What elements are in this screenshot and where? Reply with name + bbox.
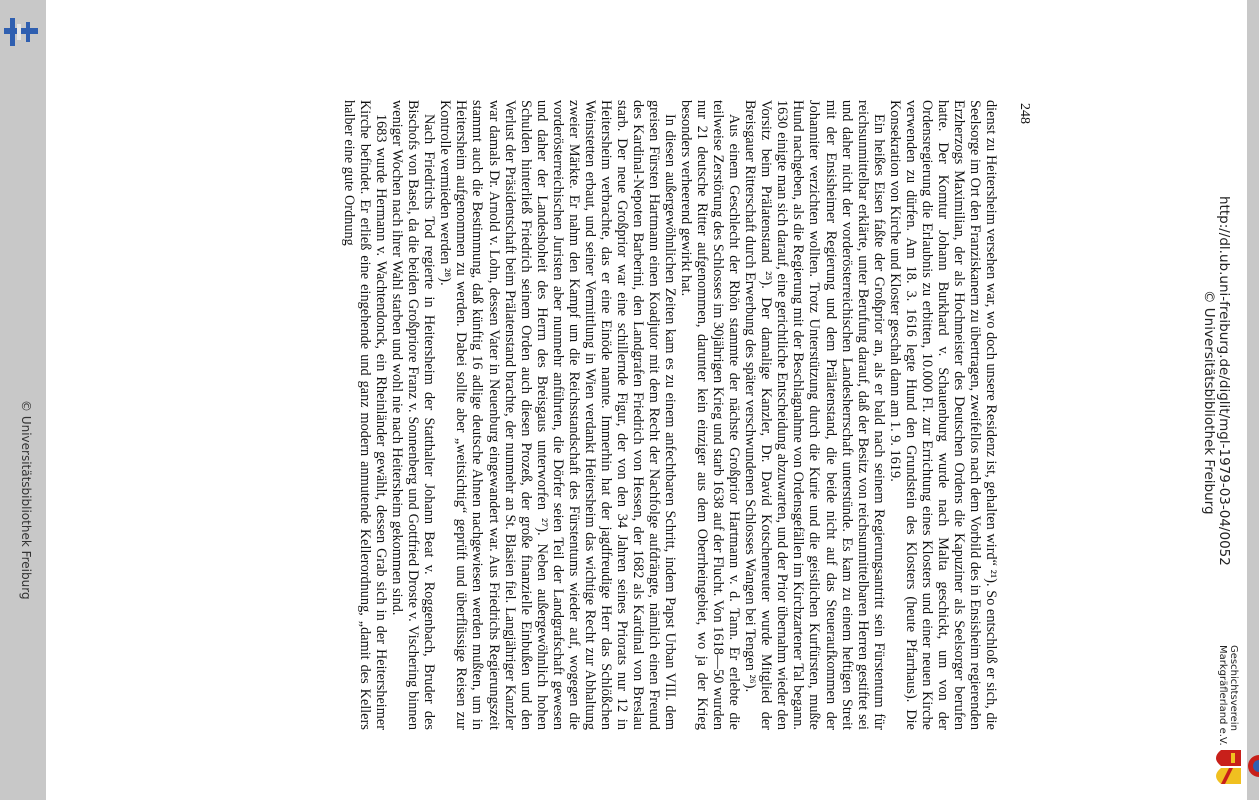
body-text [341,100,999,730]
header-cut-text: © Universitätsbibliothek Freiburg [19,400,33,600]
coat-of-arms-icon [1209,748,1243,786]
paragraph: In diesen außergewöhnlichen Zeiten kam es zu einem anfechtbaren Schritt, indem Papst Urban VIII. dem greisen Fürsten Hartmann einen Koadjutor mit dem Recht der Nachfolge aufdrängte, nämlich einen Freund des Kardinal-Nepoten Barberini, den Landgrafen Friedrich von Hessen, der 1682 als Kardinal von Breslau starb. Der neue Großprior war eine schillernde Figur, der von den 34 Jahren seines Priorats nur 12 in Heitersheim verbrachte, das er eine Einöde nannte. Immerhin hat der jagdfreudige Herr das Schlößchen Weinstetten erbaut, und seiner Vermittlung in Wien verdankt Heitersheim das wichtige Recht zur Abhaltung zweier Märkte. Er nahm den Kampf um die Reichsstandschaft des Fürstentums wieder auf, wogegen die vorderösterreichischen Juristen aber nunmehr anführten, die Dörfer seien Teil der Landgrafschaft gewesen und daher der Landeshoheit des Herrn des Breisgaus unterworfen ²⁷). Neben außergewöhnlich hohen Schulden hinterließ Friedrich seinem Orden auch diesen Prozeß, der große finanzielle Einbußen und den Verlust der Präsidentschaft beim Prälatenstand brachte, der nunmehr an St. Blasien fiel. Langjähriger Kanzler war damals Dr. Arnold v. Lohn, dessen Vater in Neuenburg eingewandert war. Aus Friedrichs Regierungszeit stammt auch die Bestimmung, daß künftig 16 adlige deutsche Ahnen nachgewiesen werden mußten, um in Heitersheim aufgenommen zu werden. Dabei sollte aber „weitsichtig“ geprüft und überflüssige Reisen zur Kontrolle vermieden werden ²⁸). [437,100,679,730]
viewer-nav-icon[interactable] [4,14,38,50]
paragraph: dienst zu Heitersheim versehen war, wo doch unsere Residenz ist, gehalten wird“ ²¹). So entschloß er sich, die Seelsorge im Ort den Franziskanern zu übertragen, zweifellos nach dem Vorbild des in Ensisheim regierenden Erzherzogs Maximilian, der als Hochmeister des Deutschen Ordens die Kapuziner als Seelsorger berufen hatte. Der Komtur Johann Burkhard v. Schauenburg wurde nach Malta geschickt, um von der Ordensregierung die Erlaubnis zu erbitten, 10.000 Fl. zur Errichtung eines Klosters und einer neuen Kirche verwenden zu dürfen. Am 18. 3. 1616 legte Hund den Grundstein des Klosters (heute Pfarrhaus). Die Konsekration von Kirche und Kloster geschah dann am 1. 9. 1619. [886,100,999,730]
right-gutter [1247,0,1259,800]
source-url[interactable]: http://dl.ub.uni-freiburg.de/diglit/mgl-1979-03-04/0052 [1216,196,1232,566]
rotated-page-content [19,0,1247,800]
paragraph: Ein heißes Eisen faßte der Großprior an, als er bald nach seinem Regierungsantritt sein Fürstentum für reichsunmittelbar erklärte, unter Berufung darauf, daß der Besitz von reichsunmittelbaren Herren gestiftet sei und daher nicht der vorderösterreichischen Landesherrschaft unterstünde. Es kam zu einem heftigen Streit mit der Ensisheimer Regierung und dem Prälatenstand, die beide nicht auf das Steueraufkommen der Johanniter verzichten wollten. Trotz Unterstützung durch die Kurie und die geistlichen Kurfürsten, mußte Hund nachgeben, als die Regierung mit der Beschlagnahme von Ordensgefällen im Kirchzartener Tal begann. 1630 einigte man sich darauf, eine gerichtliche Entscheidung abzuwarten, und der Prior übernahm wieder den Vorsitz beim Prälatenstand ²⁵). Der damalige Kanzler, Dr. David Kotschenreuter wurde Mitglied der Breisgauer Ritterschaft durch Erwerbung des später verschwundenen Schlosses Wangen bei Tengen ²⁶). [742,100,887,730]
copyright-notice: © Universitätsbibliothek Freiburg [1201,290,1217,515]
society-line-1: Geschichtsverein [1228,645,1239,731]
document-page [19,0,1247,800]
paragraph: 1683 wurde Hermann v. Wachtendonck, ein Rheinländer gewählt, dessen Grab sich in der Heitersheimer Kirche befindet. Er erließ eine eingehende und ganz modern anmutende Kellerordnung, „damit des Kellers halber eine gute Ordnung [341,100,390,730]
paragraph: Aus einem Geschlecht der Rhön stammte der nächste Großprior Hartmann v. d. Tann. Er erlebte die teilweise Zerstörung des Schlosses im 30jährigen Krieg und starb 1638 auf der Flucht. Von 1618—50 wurden nur 21 deutsche Ritter aufgenommen, darunter kein einziger aus dem Oberrheingebiet, wo ja der Krieg besonders verheerend gewirkt hat. [678,100,743,730]
badge-icon [1247,746,1259,786]
society-label [1217,645,1239,746]
paragraph: Nach Friedrichs Tod regierte in Heitersheim der Statthalter Johann Beat v. Roggenbach, Bruder des Bischofs von Basel, da die beiden Großpriore Franz v. Sonnenberg und Gottfried Droste v. Vischering binnen weniger Wochen nach ihrer Wahl starben und wohl nie nach Heitersheim gekommen sind. [389,100,438,730]
page-number: 248 [1017,103,1032,124]
society-line-2: Markgräflerland e.V. [1217,645,1228,746]
